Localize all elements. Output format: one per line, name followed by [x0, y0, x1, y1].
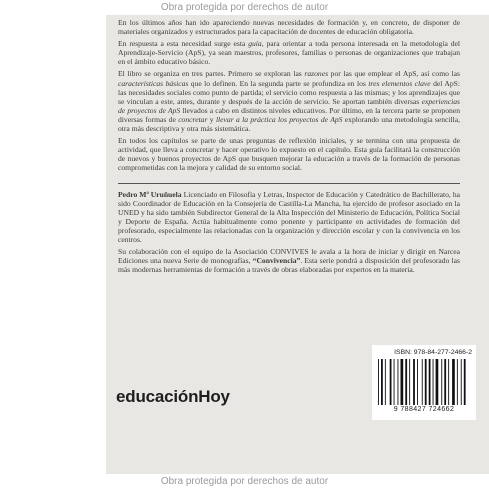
synopsis-paragraph-4: En todos los capítulos se parte de unas preguntas de reflexión iniciales, y se termina con una propuesta de actividad, que lleva a concretar y hacer operativo lo expuesto en el capítulo. Esta guía facilitará la construcción de nuevos y buenos proyectos de ApS que busquen mejorar la educación a través de la formación de personas comprometidas con la mejora y calidad de su entorno social. — [118, 136, 460, 173]
barcode-bar — [422, 359, 423, 405]
barcode-bar — [444, 359, 446, 405]
divider — [118, 183, 460, 184]
barcode-bar — [448, 359, 449, 405]
barcode-bar — [409, 359, 410, 405]
barcode-bar — [394, 359, 395, 405]
series-note: Su colaboración con el equipo de la Asociación CONVIVES le avala a la hora de iniciar y dirigir en Narcea Ediciones una nueva Serie de monografías, “Convivencia”. Esta serie pondrá a disposición del profesorado las más modernas herramientas de formación a través de obras elaboradas por expertos en la materia. — [118, 247, 460, 275]
barcode-digits: 9 788427 724662 — [393, 406, 455, 413]
isbn-label: ISBN: 978-84-277-2466-2 — [394, 349, 472, 356]
barcode-bar — [433, 359, 434, 405]
barcode-bar — [417, 359, 418, 405]
barcode-bar — [405, 359, 407, 405]
barcode-bar — [381, 359, 383, 405]
synopsis-paragraph-3: El libro se organiza en tres partes. Primero se exploran las razones por las que emplear el ApS, así como las características básicas que lo definen. En la segunda parte se profundiza en los tres elementos clave del ApS: las necesidades sociales como punto de partida; el servicio como respuesta a las mismas; y los aprendizajes que se vinculan a este, antes, durante y después de la acción de servicio. Se aportan también diversas experiencias de proyectos de ApS llevados a cabo en distintos niveles educativos. Por último, en la tercera parte se proponen diversas formas de concretar y llevar a la práctica los proyectos de ApS explorando una metodología sencilla, otra más descriptiva y otra más sistemática. — [118, 69, 461, 134]
barcode-bar — [457, 359, 458, 405]
barcode-bar — [398, 359, 399, 405]
synopsis-text — [118, 18, 460, 277]
author-bio: Pedro Mª Uruñuela Licenciado en Filosofía y Letras, Inspector de Educación y Catedrático de Bachillerato, ha sido Coordinador de Educación en la Consejería de Castilla-La Mancha, ha ejercido de profesor asociado en la UNED y ha sido también Subdirector General de la Alta Inspección del Ministerio de Educación, Política Social y Deporte de España. Actúa habitualmente como ponente y participante en actividades de formación del profesorado, especialmente las relacionadas con la organización y dirección escolar y con la convivencia en los centros. — [118, 189, 460, 244]
barcode-bar — [452, 359, 455, 405]
isbn-barcode-box — [372, 345, 476, 420]
synopsis-paragraph-1: En los últimos años han ido apareciendo nuevas necesidades de formación y, en concreto, de disponer de materiales organizados y estructurados para la capacitación de docentes de educación obligatoria. — [118, 18, 460, 37]
barcode-bar — [378, 359, 379, 405]
barcode-bar — [425, 359, 427, 405]
barcode-bar — [461, 359, 462, 405]
barcode-bar — [436, 359, 439, 405]
barcode-bar — [390, 359, 392, 405]
barcode-bar — [413, 359, 415, 405]
publisher-logo: educaciónHoy — [116, 387, 230, 406]
barcode — [376, 359, 472, 405]
barcode-bar — [464, 359, 466, 405]
watermark-top: Obra protegida por derechos de autor — [0, 0, 489, 15]
barcode-bar — [429, 359, 431, 405]
back-cover — [106, 15, 489, 474]
synopsis-paragraph-2: En respuesta a esta necesidad surge esta guía, para orientar a toda persona interesada en la metodología del Aprendizaje-Servicio (ApS), ya sean maestros, profesores, familias o personas de organizaciones que trabajan en el ámbito educativo básico. — [118, 39, 460, 67]
barcode-bar — [401, 359, 404, 405]
barcode-bar — [385, 359, 386, 405]
barcode-bar — [441, 359, 442, 405]
watermark-bottom: Obra protegida por derechos de autor — [0, 474, 489, 489]
